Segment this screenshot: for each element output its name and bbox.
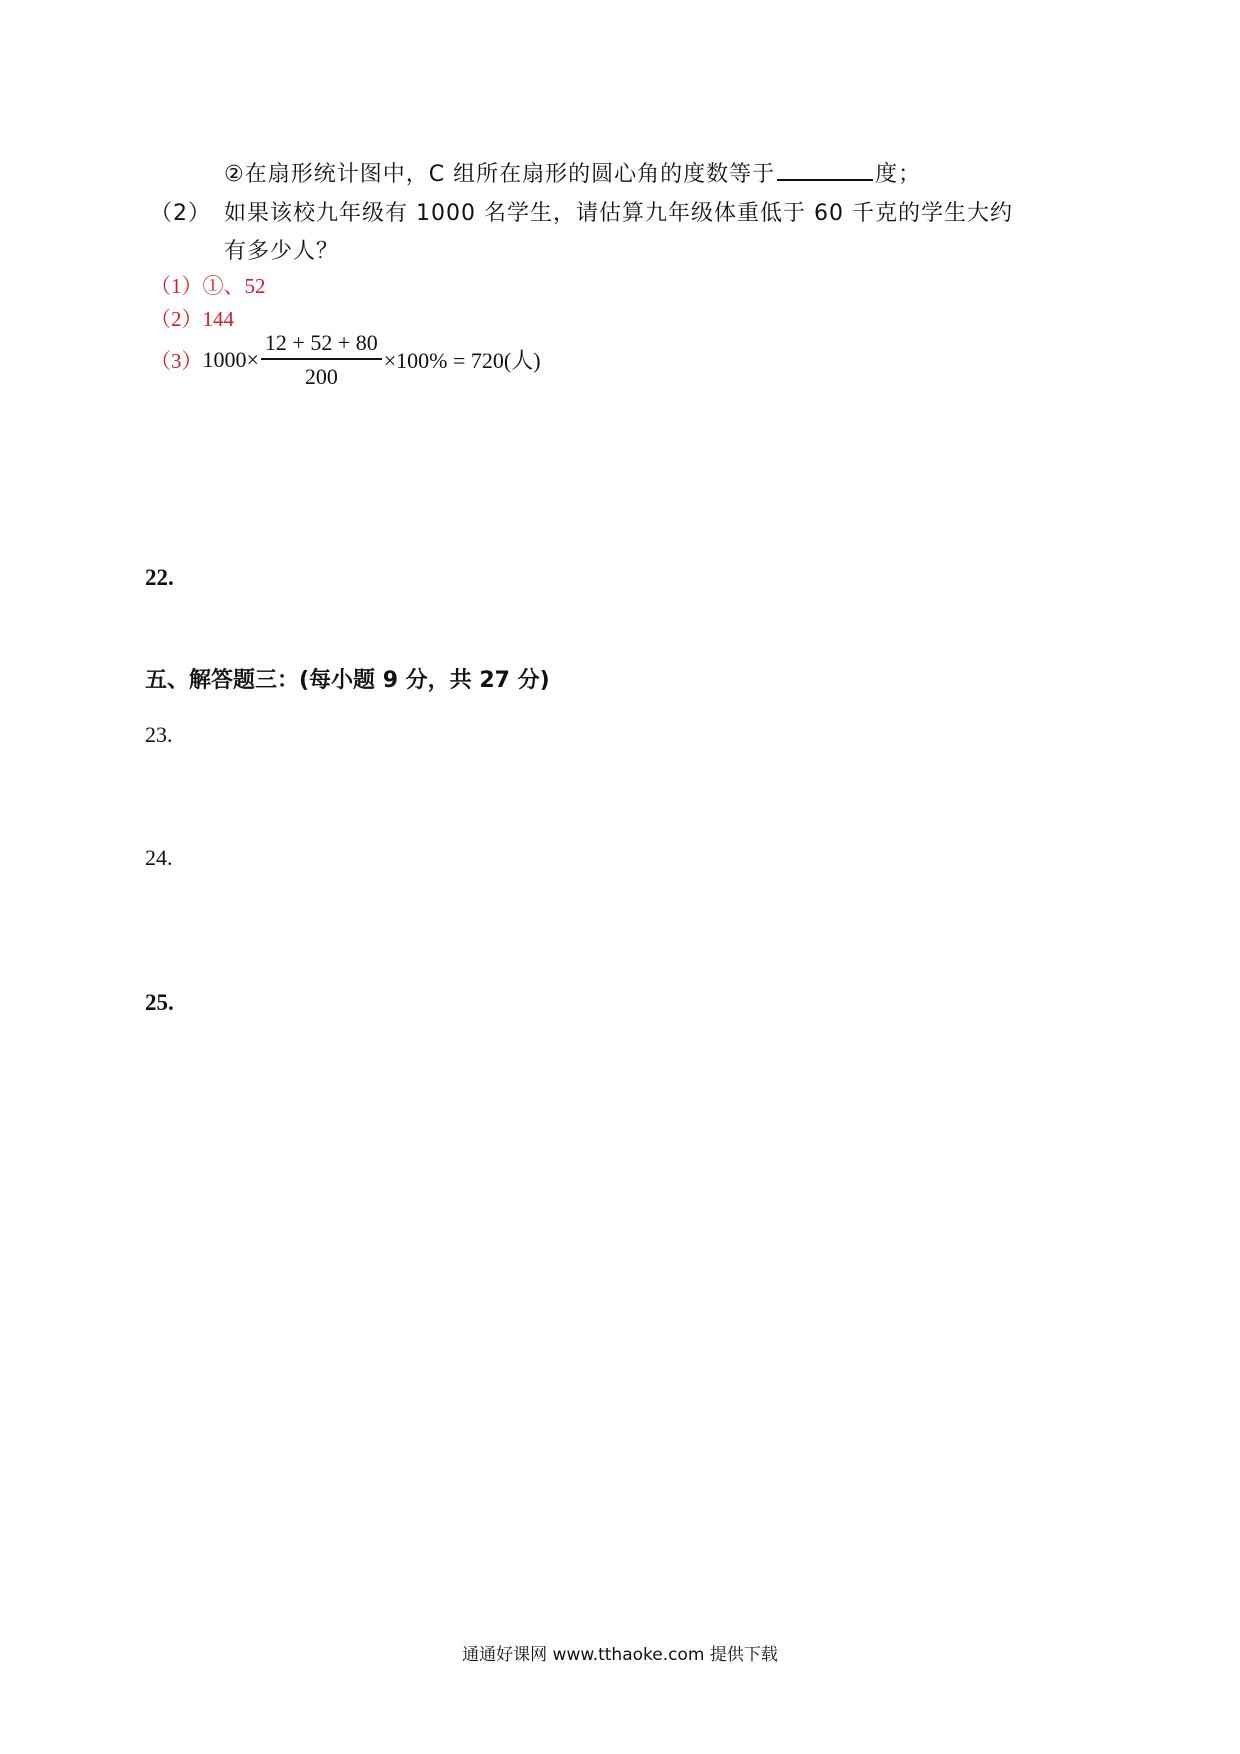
fraction-denominator: 200 [304, 363, 338, 389]
question-2-line1: 如果该校九年级有 1000 名学生，请估算九年级体重低于 60 千克的学生大约 [224, 201, 1013, 226]
question-25: 25. [145, 990, 174, 1015]
section-5-heading: 五、解答题三：(每小题 9 分，共 27 分) [145, 668, 550, 693]
question-2-label: （2） [150, 201, 211, 226]
answer-1: （1）①、52 [150, 274, 266, 298]
question-sub2 [224, 157, 921, 188]
answer-3-fraction [261, 330, 382, 390]
question-23: 23. [145, 722, 173, 747]
page-footer: 通通好课网 www.tthaoke.com 提供下载 [462, 1645, 778, 1665]
answer-3-lead: 1000× [202, 346, 259, 372]
answer-3 [150, 330, 541, 390]
answer-3-tail: ×100% = 720(人) [383, 348, 541, 374]
answer-blank [777, 157, 873, 181]
question-sub2-text: ②在扇形统计图中，C 组所在扇形的圆心角的度数等于 [224, 162, 776, 187]
question-sub2-tail: 度； [875, 162, 922, 187]
question-2-line2: 有多少人？ [224, 239, 340, 264]
answer-3-label: （3） [150, 348, 203, 373]
question-24: 24. [145, 845, 173, 870]
fraction-numerator: 12 + 52 + 80 [264, 330, 378, 355]
question-22: 22. [145, 565, 174, 590]
answer-2: （2）144 [150, 307, 234, 331]
